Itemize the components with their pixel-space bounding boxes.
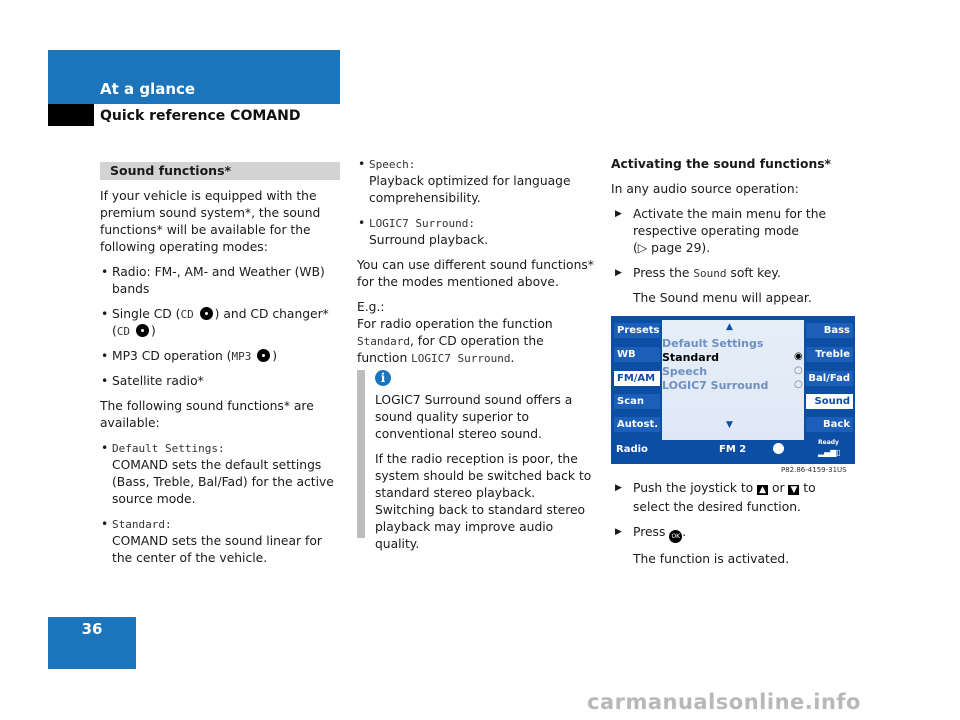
function-speech: • Speech: Playback optimized for language comprehensibility. [357,156,597,207]
status-source: Radio [616,444,648,455]
chapter-title: At a glance [100,80,196,98]
radio-empty-icon: ○ [794,365,803,376]
cd-status-icon [771,443,786,455]
header-marker [48,104,94,126]
softkey-bal-fad[interactable]: Bal/Fad [806,371,853,386]
middle-column [357,156,597,375]
cd-icon [200,307,213,320]
sound-functions-heading: Sound functions* [100,162,340,180]
step-2: ▶ Press the Sound soft key. [611,265,856,282]
cd-changer-icon [136,324,149,337]
menu-speech[interactable]: Speech [662,365,708,378]
step-2-result: The Sound menu will appear. [633,291,812,305]
info-bar [357,370,365,538]
radio-empty-icon: ○ [794,379,803,390]
activating-title: Activating the sound functions* [611,157,831,171]
softkey-sound[interactable]: Sound [806,394,853,409]
status-band: FM 2 [719,444,747,455]
mode-satellite: • Satellite radio* [100,373,340,390]
softkey-presets[interactable]: Presets [614,323,660,338]
example-text: E.g.: For radio operation the function Standard, for CD operation the function LOGIC7 Surround. [357,300,553,365]
activating-intro: In any audio source operation: [611,182,799,196]
figure-code: P82.86-4159-31US [781,466,847,474]
left-column [100,162,340,575]
step-3: ▶ Push the joystick to ▲ or ▼ to select the desired function. [611,480,856,516]
mode-cd: • Single CD (CD ) and CD changer* (CD ) [100,306,340,340]
info-box [357,370,595,551]
step-4: ▶ Press OK . [611,524,856,543]
mp3-icon [257,349,270,362]
ok-button-icon: OK [669,530,682,543]
menu-default-settings[interactable]: Default Settings [662,337,764,350]
right-column [611,156,856,315]
softkey-autost[interactable]: Autost. [614,417,660,432]
step-4-result: The function is activated. [633,552,790,566]
status-ready: Ready [818,439,839,446]
page-number: 36 [81,620,103,638]
mode-radio: • Radio: FM-, AM- and Weather (WB) bands [100,264,340,298]
select-text: You can use different sound functions* for the modes mentioned above. [357,258,594,289]
menu-logic7[interactable]: LOGIC7 Surround [662,379,769,392]
softkey-wb[interactable]: WB [614,347,660,362]
info-paragraph-2: If the radio reception is poor, the system should be switched back to standard stereo playback. Switching back to standard stereo playback may improve audio quality. [375,452,592,551]
section-title: Quick reference COMAND [100,108,301,124]
intro-text: If your vehicle is equipped with the premium sound system*, the sound functions* will be available for the following operating modes: [100,189,321,254]
watermark: carmanualsonline.info [587,690,861,714]
down-arrow-icon: ▼ [726,420,733,430]
softkey-treble[interactable]: Treble [806,347,853,362]
info-paragraph-1: LOGIC7 Surround sound offers a sound quality superior to conventional stereo sound. [375,393,573,441]
softkey-bass[interactable]: Bass [806,323,853,338]
menu-standard[interactable]: Standard [662,351,720,364]
softkey-scan[interactable]: Scan [614,394,660,409]
function-default: • Default Settings: COMAND sets the default settings (Bass, Treble, Bal/Fad) for the active source mode. [100,440,340,508]
right-column-lower [611,480,856,576]
up-arrow-icon: ▲ [726,322,733,332]
comand-screen [611,316,855,464]
step-1: ▶ Activate the main menu for the respective operating mode (▷ page 29). [611,206,856,257]
joystick-up-icon: ▲ [759,485,767,495]
following-text: The following sound functions* are available: [100,399,314,430]
signal-strength-icon: ▂▄▆▯ [818,448,841,457]
function-logic7: • LOGIC7 Surround: Surround playback. [357,215,597,249]
info-icon: i [375,370,391,386]
softkey-fm-am[interactable]: FM/AM [614,371,660,386]
softkey-back[interactable]: Back [806,417,853,432]
joystick-down-icon: ▼ [790,485,798,495]
mode-mp3: • MP3 CD operation (MP3 ) [100,348,340,365]
radio-selected-icon: ◉ [794,351,803,362]
function-standard: • Standard: COMAND sets the sound linear for the center of the vehicle. [100,516,340,567]
